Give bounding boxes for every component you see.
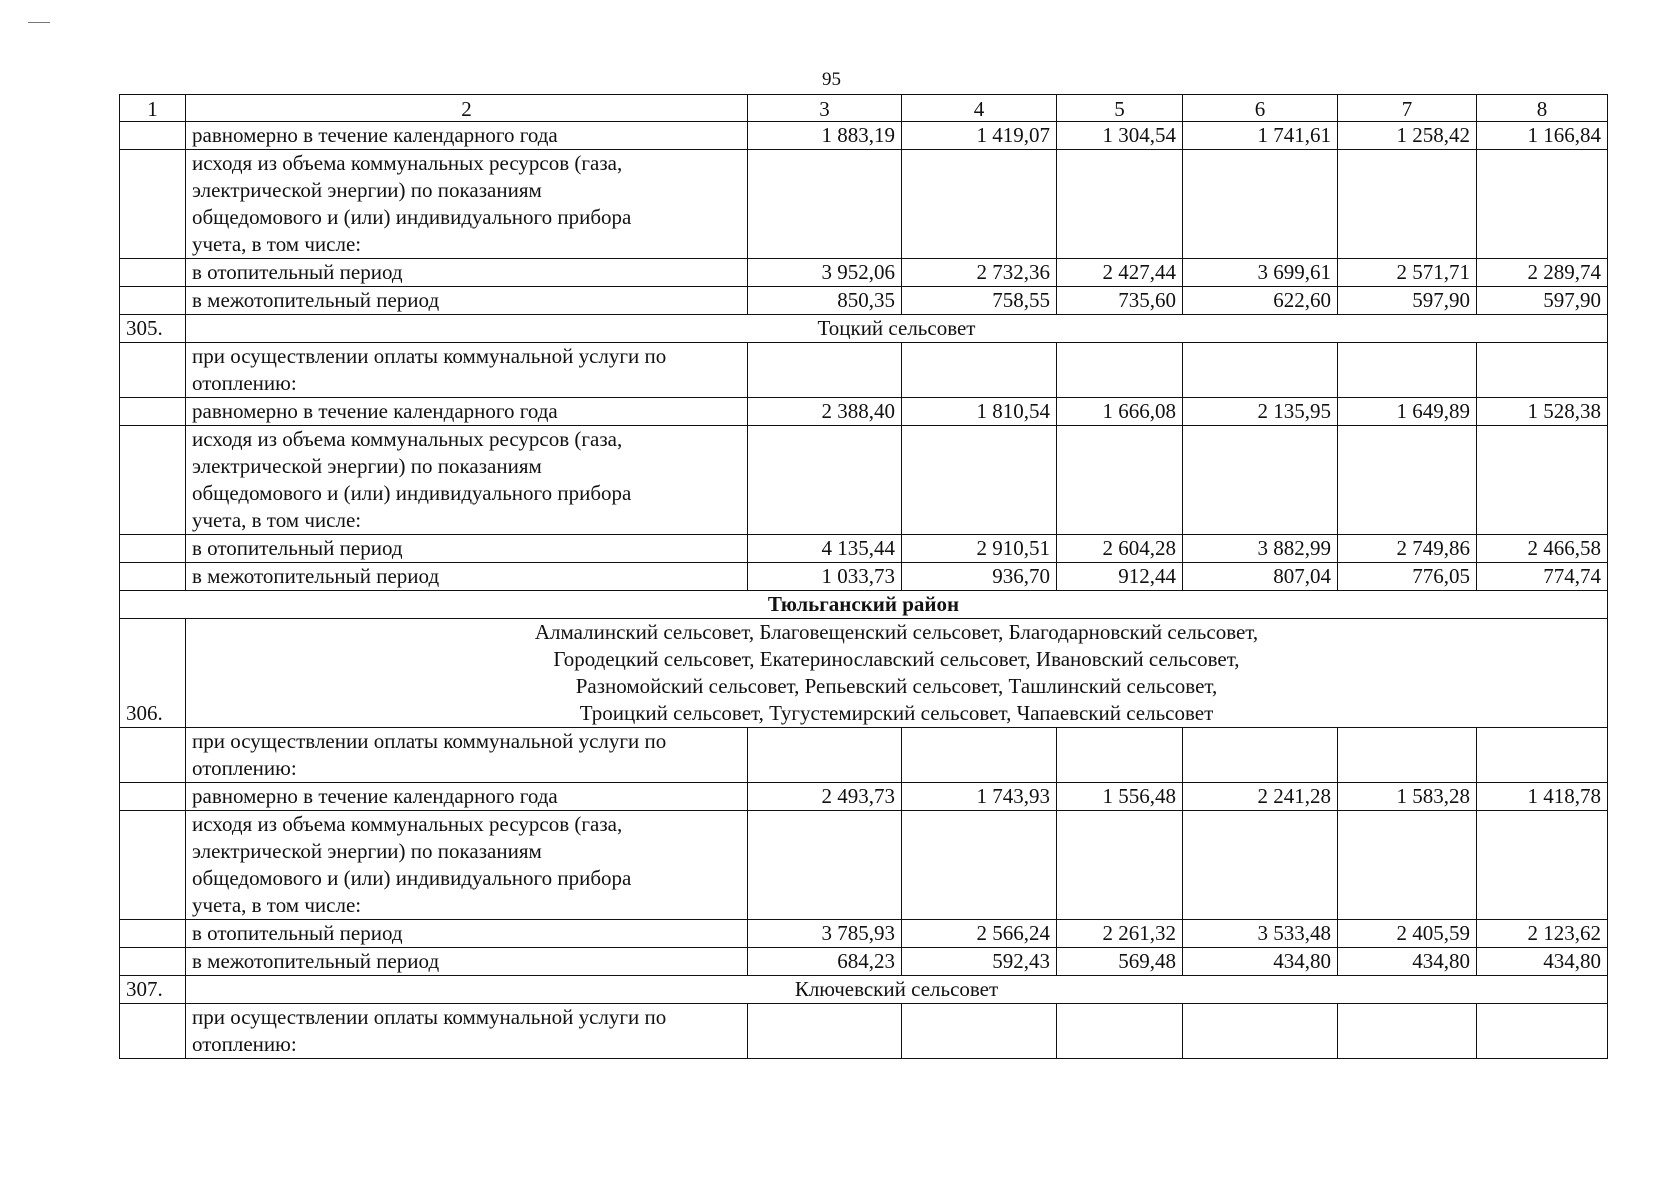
table-row [120, 150, 1608, 259]
row-label: при осуществлении оплаты коммунальной услуги по отоплению: [186, 343, 748, 398]
table-row [120, 811, 1608, 920]
column-number-4: 4 [902, 95, 1057, 122]
tariff-value-col-8: 1 528,38 [1477, 398, 1608, 426]
empty-value-col-5 [1057, 426, 1183, 535]
column-number-2: 2 [186, 95, 748, 122]
empty-value-col-8 [1477, 426, 1608, 535]
empty-value-col-7 [1338, 150, 1477, 259]
table-row [120, 619, 1608, 728]
tariff-value-col-3: 2 493,73 [748, 783, 902, 811]
table-row [120, 398, 1608, 426]
tariff-value-col-7: 2 405,59 [1338, 920, 1477, 948]
tariff-value-col-5: 1 666,08 [1057, 398, 1183, 426]
row-label: равномерно в течение календарного года [186, 122, 748, 150]
empty-value-col-5 [1057, 150, 1183, 259]
tariff-value-col-7: 597,90 [1338, 287, 1477, 315]
row-label: в отопительный период [186, 535, 748, 563]
table-row [120, 563, 1608, 591]
table-row [120, 976, 1608, 1004]
tariff-value-col-5: 912,44 [1057, 563, 1183, 591]
empty-value-col-6 [1183, 811, 1338, 920]
empty-value-col-3 [748, 811, 902, 920]
empty-value-col-6 [1183, 150, 1338, 259]
table-row [120, 259, 1608, 287]
row-number-cell [120, 920, 186, 948]
column-number-6: 6 [1183, 95, 1338, 122]
row-label: исходя из объема коммунальных ресурсов (газа, электрической энергии) по показаниям общедомового и (или) индивидуального прибора учета, в том числе: [186, 150, 748, 259]
tariff-value-col-8: 434,80 [1477, 948, 1608, 976]
tariff-value-col-4: 2 732,36 [902, 259, 1057, 287]
column-number-8: 8 [1477, 95, 1608, 122]
tariff-value-col-3: 684,23 [748, 948, 902, 976]
empty-value-col-7 [1338, 811, 1477, 920]
scan-corner-mark [28, 22, 50, 23]
tariff-value-col-3: 3 785,93 [748, 920, 902, 948]
empty-value-col-7 [1338, 1004, 1477, 1059]
tariff-value-col-8: 597,90 [1477, 287, 1608, 315]
tariff-value-col-6: 3 533,48 [1183, 920, 1338, 948]
row-number-cell [120, 811, 186, 920]
row-number-cell [120, 150, 186, 259]
row-number-cell [120, 259, 186, 287]
table-row [120, 591, 1608, 619]
tariff-value-col-4: 758,55 [902, 287, 1057, 315]
column-number-3: 3 [748, 95, 902, 122]
row-label: в отопительный период [186, 920, 748, 948]
column-number-5: 5 [1057, 95, 1183, 122]
tariff-value-col-3: 4 135,44 [748, 535, 902, 563]
row-label: исходя из объема коммунальных ресурсов (газа, электрической энергии) по показаниям общедомового и (или) индивидуального прибора учета, в том числе: [186, 811, 748, 920]
empty-value-col-8 [1477, 728, 1608, 783]
empty-value-col-4 [902, 728, 1057, 783]
empty-value-col-4 [902, 150, 1057, 259]
section-title: Ключевский сельсовет [186, 976, 1608, 1004]
table-row [120, 783, 1608, 811]
section-title: Тоцкий сельсовет [186, 315, 1608, 343]
table-row [120, 535, 1608, 563]
table-row [120, 343, 1608, 398]
row-number-cell [120, 535, 186, 563]
row-number-cell [120, 1004, 186, 1059]
tariff-value-col-3: 1 033,73 [748, 563, 902, 591]
tariff-value-col-6: 1 741,61 [1183, 122, 1338, 150]
tariff-value-col-8: 2 289,74 [1477, 259, 1608, 287]
empty-value-col-8 [1477, 811, 1608, 920]
tariff-value-col-8: 2 123,62 [1477, 920, 1608, 948]
tariff-value-col-7: 1 258,42 [1338, 122, 1477, 150]
tariff-value-col-4: 1 419,07 [902, 122, 1057, 150]
table-row [120, 287, 1608, 315]
row-number-cell [120, 426, 186, 535]
tariff-value-col-6: 807,04 [1183, 563, 1338, 591]
tariff-value-col-4: 592,43 [902, 948, 1057, 976]
tariff-value-col-5: 569,48 [1057, 948, 1183, 976]
empty-value-col-8 [1477, 343, 1608, 398]
table-row [120, 426, 1608, 535]
empty-value-col-7 [1338, 728, 1477, 783]
table-row [120, 948, 1608, 976]
empty-value-col-5 [1057, 811, 1183, 920]
column-number-1: 1 [120, 95, 186, 122]
tariff-value-col-6: 622,60 [1183, 287, 1338, 315]
row-label: при осуществлении оплаты коммунальной услуги по отоплению: [186, 728, 748, 783]
tariff-value-col-5: 2 261,32 [1057, 920, 1183, 948]
empty-value-col-3 [748, 1004, 902, 1059]
row-number-cell [120, 948, 186, 976]
table-row [120, 920, 1608, 948]
tariff-value-col-6: 2 135,95 [1183, 398, 1338, 426]
row-number-cell [120, 783, 186, 811]
empty-value-col-6 [1183, 426, 1338, 535]
row-number-cell [120, 343, 186, 398]
row-label: при осуществлении оплаты коммунальной услуги по отоплению: [186, 1004, 748, 1059]
row-number-cell [120, 398, 186, 426]
tariff-value-col-7: 2 749,86 [1338, 535, 1477, 563]
tariff-value-col-8: 2 466,58 [1477, 535, 1608, 563]
page-number: 95 [822, 69, 841, 90]
section-number: 305. [120, 315, 186, 343]
tariff-value-col-7: 2 571,71 [1338, 259, 1477, 287]
tariff-value-col-3: 3 952,06 [748, 259, 902, 287]
table-body [120, 95, 1608, 1059]
row-label: в межотопительный период [186, 948, 748, 976]
row-label: исходя из объема коммунальных ресурсов (газа, электрической энергии) по показаниям общедомового и (или) индивидуального прибора учета, в том числе: [186, 426, 748, 535]
empty-value-col-3 [748, 150, 902, 259]
row-label: в отопительный период [186, 259, 748, 287]
tariff-value-col-8: 774,74 [1477, 563, 1608, 591]
row-number-cell [120, 563, 186, 591]
row-label: равномерно в течение календарного года [186, 783, 748, 811]
tariff-value-col-4: 2 910,51 [902, 535, 1057, 563]
empty-value-col-5 [1057, 343, 1183, 398]
row-number-cell [120, 122, 186, 150]
header-row [120, 95, 1608, 122]
tariff-value-col-7: 434,80 [1338, 948, 1477, 976]
empty-value-col-3 [748, 426, 902, 535]
tariff-value-col-5: 2 427,44 [1057, 259, 1183, 287]
empty-value-col-5 [1057, 728, 1183, 783]
empty-value-col-6 [1183, 343, 1338, 398]
section-title: Алмалинский сельсовет, Благовещенский сельсовет, Благодарновский сельсовет, Городецкий сельсовет, Екатеринославский сельсовет, Ивановский сельсовет, Разномойский сельсовет, Репьевский сельсовет, Ташлинский сельсовет, Троицкий сельсовет, Тугустемирский сельсовет, Чапаевский сельсовет [186, 619, 1608, 728]
table-row [120, 728, 1608, 783]
table-row [120, 1004, 1608, 1059]
tariff-value-col-7: 1 583,28 [1338, 783, 1477, 811]
column-number-7: 7 [1338, 95, 1477, 122]
tariff-value-col-3: 1 883,19 [748, 122, 902, 150]
empty-value-col-7 [1338, 426, 1477, 535]
tariff-table [119, 94, 1608, 1059]
district-title: Тюльганский район [120, 591, 1608, 619]
empty-value-col-3 [748, 343, 902, 398]
empty-value-col-4 [902, 426, 1057, 535]
tariff-value-col-5: 735,60 [1057, 287, 1183, 315]
tariff-value-col-6: 3 882,99 [1183, 535, 1338, 563]
table-row [120, 122, 1608, 150]
table-row [120, 315, 1608, 343]
tariff-value-col-8: 1 418,78 [1477, 783, 1608, 811]
tariff-value-col-5: 1 556,48 [1057, 783, 1183, 811]
empty-value-col-4 [902, 343, 1057, 398]
section-number: 307. [120, 976, 186, 1004]
empty-value-col-6 [1183, 728, 1338, 783]
empty-value-col-8 [1477, 150, 1608, 259]
tariff-value-col-3: 850,35 [748, 287, 902, 315]
tariff-value-col-4: 1 810,54 [902, 398, 1057, 426]
tariff-value-col-5: 1 304,54 [1057, 122, 1183, 150]
empty-value-col-4 [902, 1004, 1057, 1059]
row-label: в межотопительный период [186, 563, 748, 591]
tariff-value-col-5: 2 604,28 [1057, 535, 1183, 563]
tariff-value-col-3: 2 388,40 [748, 398, 902, 426]
tariff-value-col-7: 776,05 [1338, 563, 1477, 591]
empty-value-col-7 [1338, 343, 1477, 398]
tariff-value-col-4: 1 743,93 [902, 783, 1057, 811]
tariff-value-col-8: 1 166,84 [1477, 122, 1608, 150]
empty-value-col-8 [1477, 1004, 1608, 1059]
tariff-value-col-6: 2 241,28 [1183, 783, 1338, 811]
tariff-value-col-6: 3 699,61 [1183, 259, 1338, 287]
section-number: 306. [120, 619, 186, 728]
row-label: в межотопительный период [186, 287, 748, 315]
row-number-cell [120, 728, 186, 783]
empty-value-col-3 [748, 728, 902, 783]
row-number-cell [120, 287, 186, 315]
tariff-value-col-4: 936,70 [902, 563, 1057, 591]
tariff-value-col-6: 434,80 [1183, 948, 1338, 976]
tariff-value-col-4: 2 566,24 [902, 920, 1057, 948]
tariff-value-col-7: 1 649,89 [1338, 398, 1477, 426]
empty-value-col-6 [1183, 1004, 1338, 1059]
empty-value-col-5 [1057, 1004, 1183, 1059]
row-label: равномерно в течение календарного года [186, 398, 748, 426]
empty-value-col-4 [902, 811, 1057, 920]
